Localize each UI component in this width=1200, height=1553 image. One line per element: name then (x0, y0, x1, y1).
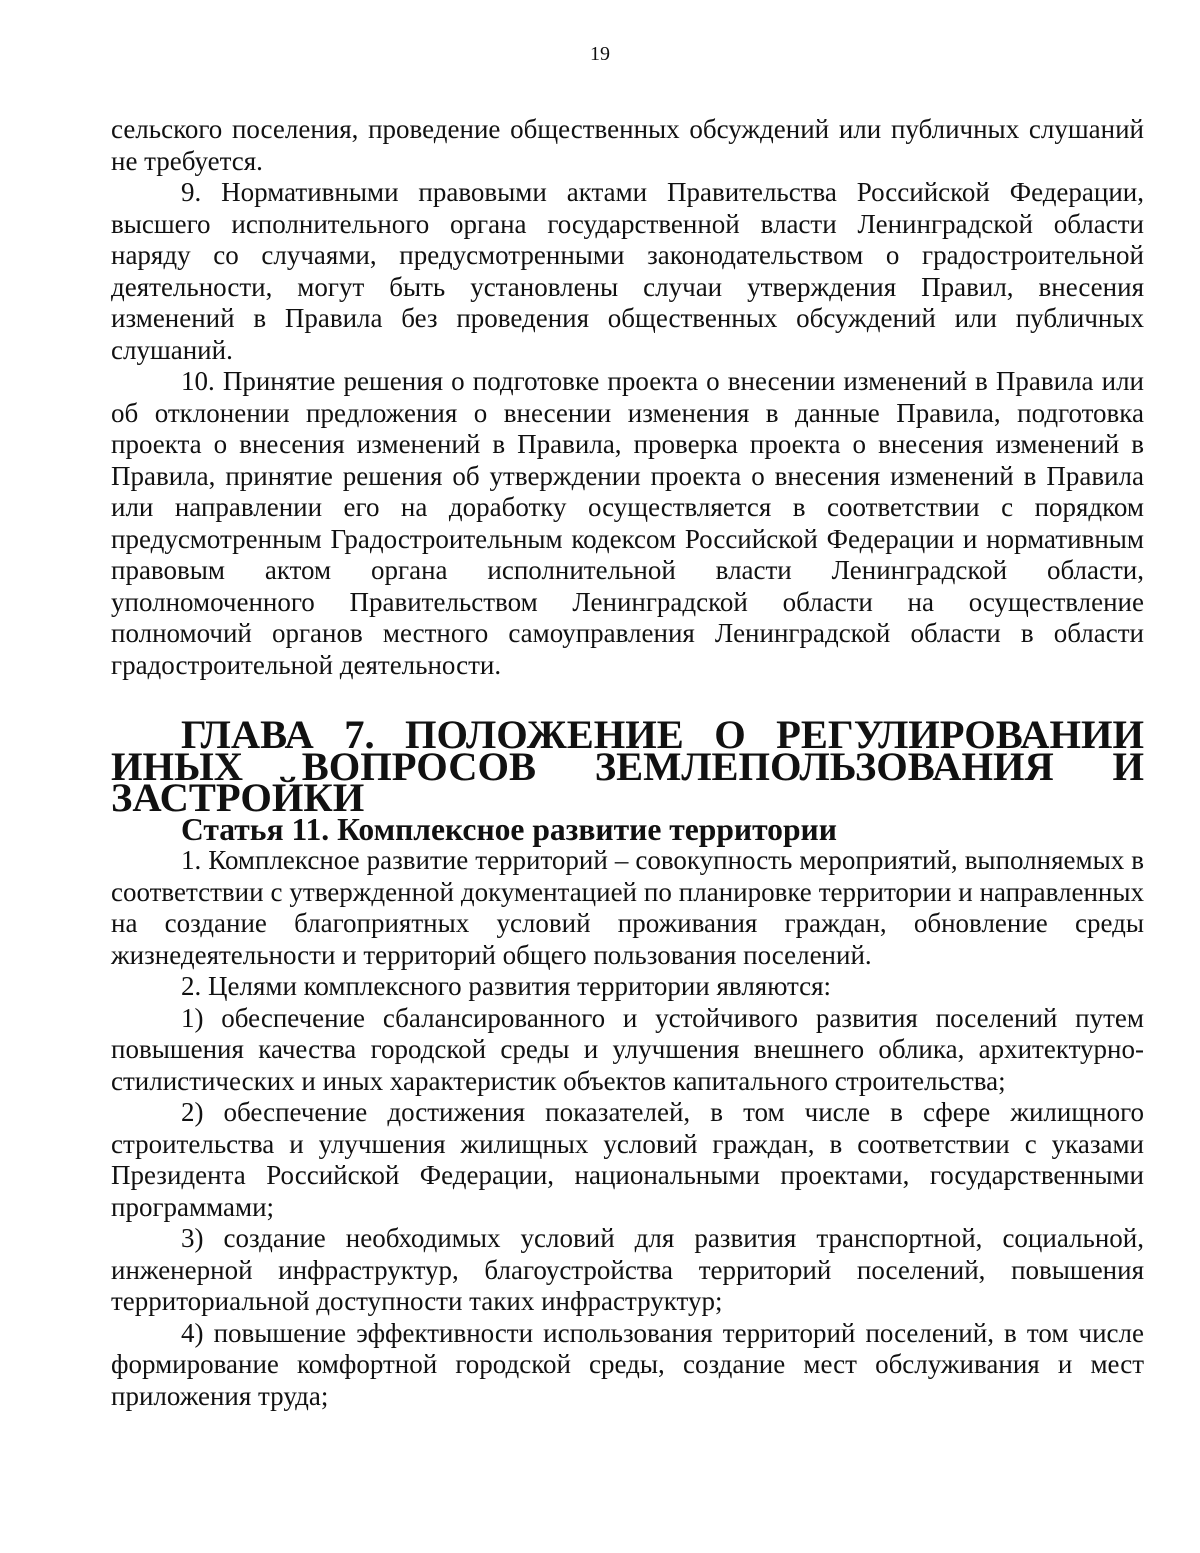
paragraph-item-9: 9. Нормативными правовыми актами Правительства Российской Федерации, высшего исполнительного органа государственной власти Ленинградской области наряду со случаями, предусмотренными законодательством о градостроительной деятельности, могут быть установлены случаи утверждения Правил, внесения изменений в Правила без проведения общественных обсуждений или публичных слушаний. (111, 177, 1144, 365)
paragraph-article-item-1: 1. Комплексное развитие территорий – совокупность мероприятий, выполняемых в соответствии с утвержденной документацией по планировке территории и направленных на создание благоприятных условий проживания граждан, обновление среды жизнедеятельности и территорий общего пользования поселений. (111, 845, 1144, 970)
page-number: 19 (590, 43, 610, 65)
paragraph-item-10: 10. Принятие решения о подготовке проекта о внесении изменений в Правила или об отклонении предложения о внесении изменения в данные Правила, подготовка проекта о внесения изменений в Правила, проверка проекта о внесения изменений в Правила, принятие решения об утверждении проекта о внесения изменений в Правила или направлении его на доработку осуществляется в соответствии с порядком предусмотренным Градостроительным кодексом Российской Федерации и нормативным правовым актом органа исполнительной власти Ленинградской области, уполномоченного Правительством Ленинградской области на осуществление полномочий органов местного самоуправления Ленинградской области в области градостроительной деятельности. (111, 366, 1144, 680)
list-item-goal-1: 1) обеспечение сбалансированного и устойчивого развития поселений путем повышения качества городской среды и улучшения внешнего облика, архитектурно-стилистических и иных характеристик объектов капитального строительства; (111, 1002, 1144, 1096)
chapter-heading: ГЛАВА 7. ПОЛОЖЕНИЕ О РЕГУЛИРОВАНИИ ИНЫХ ВОПРОСОВ ЗЕМЛЕПОЛЬЗОВАНИЯ И ЗАСТРОЙКИ (111, 712, 1144, 820)
list-item-goal-2: 2) обеспечение достижения показателей, в том числе в сфере жилищного строительства и улучшения жилищных условий граждан, в соответствии с указами Президента Российской Федерации, национальными проектами, государственными программами; (111, 1097, 1144, 1222)
document-body (111, 114, 1144, 1412)
paragraph-article-item-2: 2. Целями комплексного развития территории являются: (181, 971, 832, 1001)
article-heading: Статья 11. Комплексное развитие территории (181, 811, 837, 847)
list-item-goal-4: 4) повышение эффективности использования территорий поселений, в том числе формирование комфортной городской среды, создание мест обслуживания и мест приложения труда; (111, 1317, 1144, 1411)
list-item-goal-3: 3) создание необходимых условий для развития транспортной, социальной, инженерной инфраструктур, благоустройства территорий поселений, повышения территориальной доступности таких инфраструктур; (111, 1223, 1144, 1316)
paragraph-continuation: сельского поселения, проведение общественных обсуждений или публичных слушаний не требуется. (111, 114, 1144, 176)
